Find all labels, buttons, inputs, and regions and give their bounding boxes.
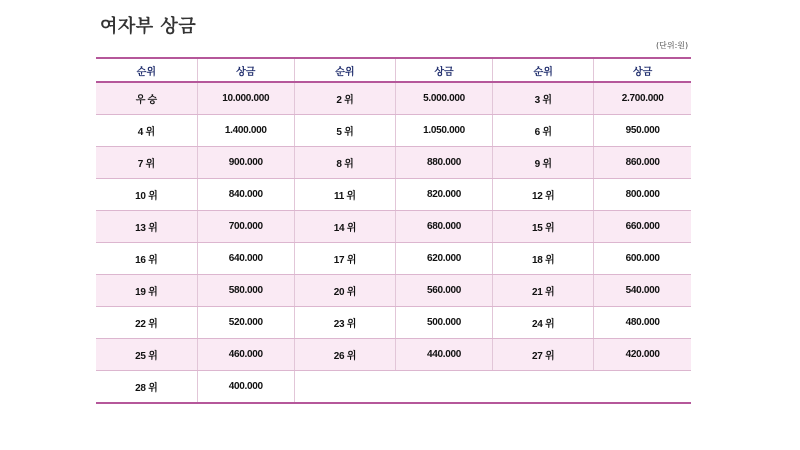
table-header-row: [96, 58, 691, 82]
prize-cell: 950.000: [594, 115, 691, 147]
rank-cell: 13 위: [96, 211, 197, 243]
prize-cell: 440.000: [395, 339, 492, 371]
rank-cell: 23 위: [294, 307, 395, 339]
table-row: [96, 371, 691, 404]
rank-cell: 24 위: [493, 307, 594, 339]
table-row: [96, 115, 691, 147]
prize-cell: 660.000: [594, 211, 691, 243]
header-prize: 상금: [594, 58, 691, 82]
prize-cell: 520.000: [197, 307, 294, 339]
table-row: [96, 339, 691, 371]
prize-cell: 5.000.000: [395, 82, 492, 115]
empty-cell: [294, 371, 691, 404]
prize-cell: 640.000: [197, 243, 294, 275]
header-rank: 순위: [493, 58, 594, 82]
prize-cell: 540.000: [594, 275, 691, 307]
prize-cell: 500.000: [395, 307, 492, 339]
rank-cell: 10 위: [96, 179, 197, 211]
rank-cell: 20 위: [294, 275, 395, 307]
prize-cell: 620.000: [395, 243, 492, 275]
table-row: [96, 243, 691, 275]
rank-cell: 25 위: [96, 339, 197, 371]
rank-cell: 2 위: [294, 82, 395, 115]
table-row: [96, 307, 691, 339]
prize-cell: 680.000: [395, 211, 492, 243]
prize-cell: 900.000: [197, 147, 294, 179]
rank-cell: 16 위: [96, 243, 197, 275]
prize-cell: 820.000: [395, 179, 492, 211]
rank-cell: 19 위: [96, 275, 197, 307]
rank-cell: 5 위: [294, 115, 395, 147]
prize-table: [96, 57, 691, 404]
rank-cell: 우 승: [96, 82, 197, 115]
prize-cell: 880.000: [395, 147, 492, 179]
prize-cell: 860.000: [594, 147, 691, 179]
rank-cell: 26 위: [294, 339, 395, 371]
prize-cell: 1.050.000: [395, 115, 492, 147]
rank-cell: 14 위: [294, 211, 395, 243]
rank-cell: 11 위: [294, 179, 395, 211]
prize-cell: 2.700.000: [594, 82, 691, 115]
prize-cell: 700.000: [197, 211, 294, 243]
header-prize: 상금: [395, 58, 492, 82]
unit-note: (단위:원): [656, 41, 689, 50]
prize-cell: 10.000.000: [197, 82, 294, 115]
header-rank: 순위: [96, 58, 197, 82]
prize-cell: 840.000: [197, 179, 294, 211]
page-title: 여자부 상금: [100, 16, 197, 37]
rank-cell: 18 위: [493, 243, 594, 275]
rank-cell: 3 위: [493, 82, 594, 115]
rank-cell: 7 위: [96, 147, 197, 179]
table-row: [96, 211, 691, 243]
rank-cell: 28 위: [135, 383, 158, 394]
prize-cell: 800.000: [594, 179, 691, 211]
rank-cell: 15 위: [493, 211, 594, 243]
rank-cell: 4 위: [96, 115, 197, 147]
rank-cell: 17 위: [294, 243, 395, 275]
prize-cell: 600.000: [594, 243, 691, 275]
table-row: [96, 275, 691, 307]
prize-cell: 400.000: [197, 371, 294, 404]
prize-cell: 560.000: [395, 275, 492, 307]
header-rank: 순위: [294, 58, 395, 82]
prize-cell: 480.000: [594, 307, 691, 339]
rank-cell: 21 위: [493, 275, 594, 307]
rank-cell: 6 위: [493, 115, 594, 147]
table-row: [96, 179, 691, 211]
table-row: [96, 147, 691, 179]
prize-cell: 580.000: [197, 275, 294, 307]
rank-cell: 22 위: [96, 307, 197, 339]
rank-cell: 8 위: [294, 147, 395, 179]
rank-cell: 27 위: [493, 339, 594, 371]
rank-cell: 12 위: [493, 179, 594, 211]
table-row: [96, 82, 691, 115]
prize-cell: 460.000: [197, 339, 294, 371]
rank-cell: 9 위: [493, 147, 594, 179]
prize-cell: 1.400.000: [197, 115, 294, 147]
prize-cell: 420.000: [594, 339, 691, 371]
header-prize: 상금: [197, 58, 294, 82]
